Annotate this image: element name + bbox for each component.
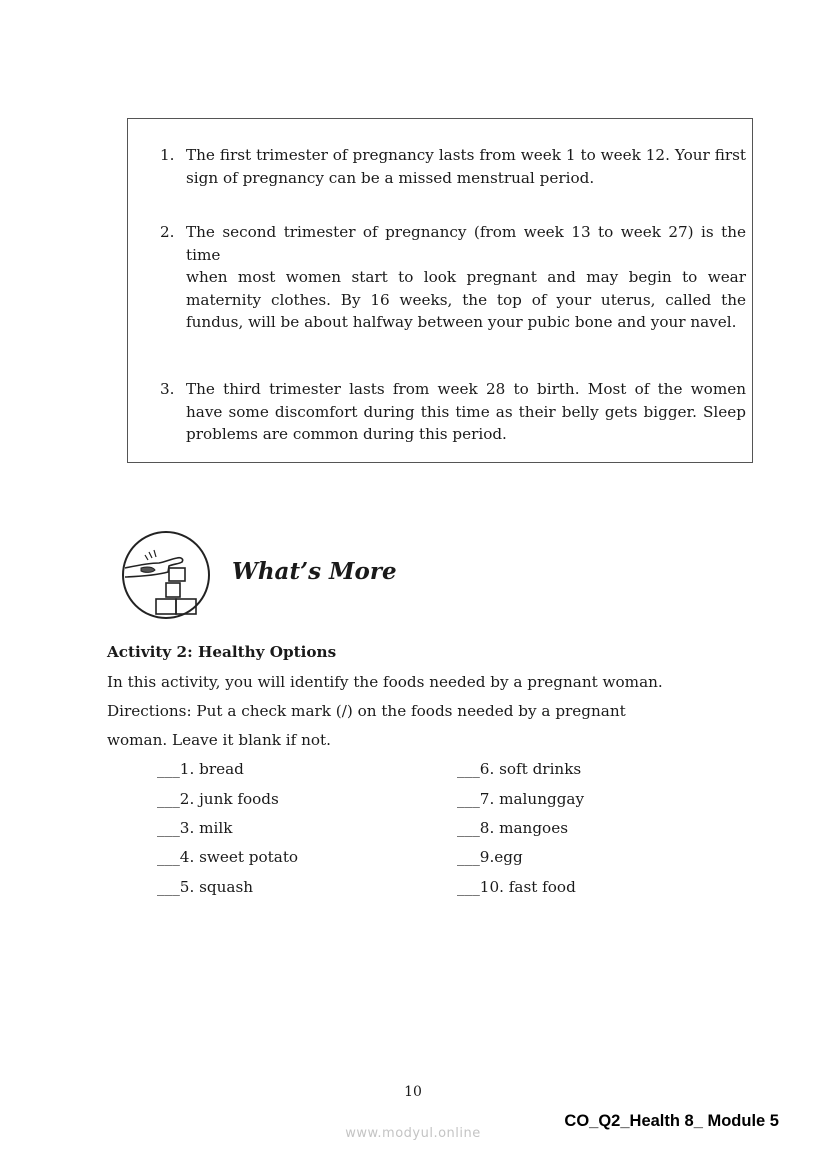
item-text: when most women start to look pregnant and may begin to wear maternity clothes. By 16 weeks, the top of your uterus, called the fundus, will be about halfway between your pubic bone and your navel. [186, 268, 746, 332]
food-option: ___8. mangoes [457, 819, 568, 837]
module-footer: CO_Q2_Health 8_ Module 5 [564, 1112, 779, 1130]
trimester-item-2 [160, 221, 746, 334]
activity-title: Activity 2: Healthy Options [107, 643, 337, 661]
activity-directions: woman. Leave it blank if not. [107, 731, 331, 749]
activity-directions: Directions: Put a check mark (/) on the foods needed by a pregnant [107, 702, 626, 720]
info-box [127, 118, 753, 463]
activity-intro: In this activity, you will identify the foods needed by a pregnant woman. [107, 673, 663, 691]
food-option: ___4. sweet potato [157, 848, 299, 866]
food-option: ___3. milk [157, 819, 233, 837]
food-option: ___6. soft drinks [457, 760, 582, 778]
food-option: ___9.egg [457, 848, 523, 866]
food-option: ___5. squash [157, 878, 254, 896]
section-title: What’s More [232, 558, 397, 585]
food-option: ___1. bread [157, 760, 244, 778]
food-option: ___7. malunggay [457, 790, 585, 808]
page-number: 10 [404, 1084, 422, 1100]
trimester-item-1 [160, 144, 746, 189]
trimester-item-3 [160, 378, 746, 446]
item-text: The second trimester of pregnancy (from week 13 to week 27) is the time [186, 223, 746, 264]
item-text: The first trimester of pregnancy lasts from week 1 to week 12. Your first sign of pregnancy can be a missed menstrual period. [186, 146, 746, 187]
item-number: 2. [160, 223, 175, 241]
item-text: The third trimester lasts from week 28 to birth. Most of the women have some discomfort during this time as their belly gets bigger. Sleep problems are common during this period. [186, 380, 746, 444]
food-option: ___10. fast food [457, 878, 576, 896]
item-number: 3. [160, 380, 175, 398]
hand-stacking-blocks-icon [121, 530, 211, 620]
watermark: www.modyul.online [345, 1126, 481, 1141]
item-number: 1. [160, 146, 175, 164]
food-option: ___2. junk foods [157, 790, 279, 808]
